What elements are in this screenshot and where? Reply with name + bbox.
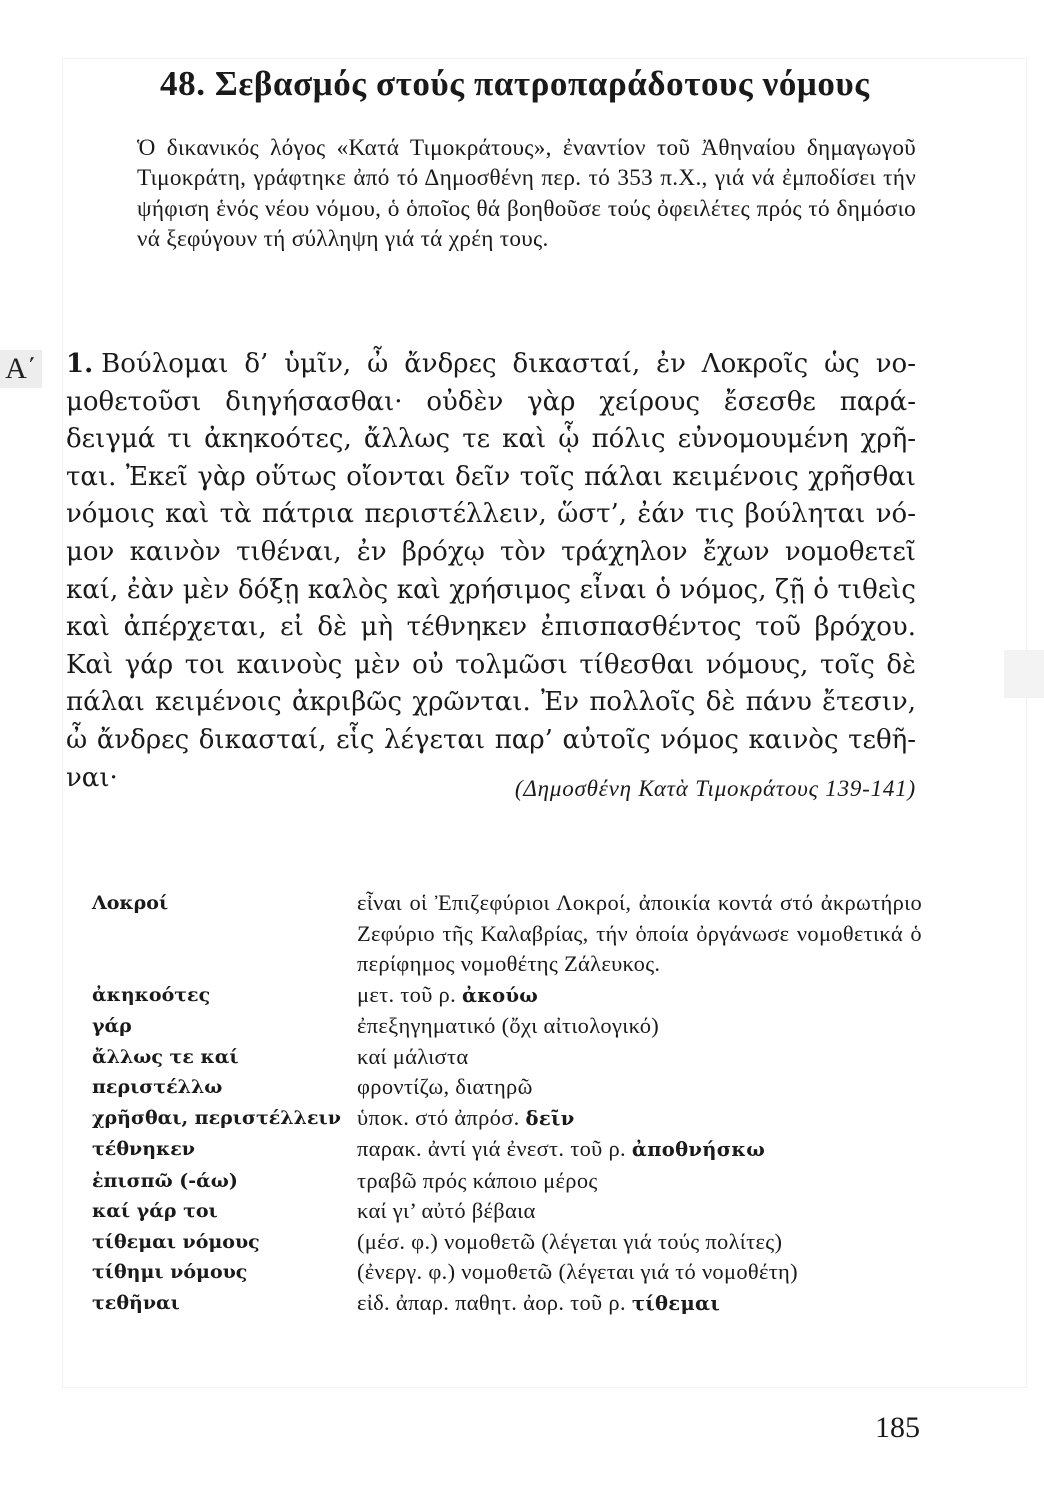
glossary-row	[92, 1042, 922, 1073]
passage-line: δειγμά τι ἀκηκοότες, ἄλλως τε καὶ ᾧ πόλις εὐνομουμένη χρῆ-	[66, 424, 916, 455]
glossary-term: ἄλλως τε καί	[92, 1045, 239, 1068]
glossary-definition: (ἐνεργ. φ.) νομοθετῶ (λέγεται γιά τό νομοθέτη)	[357, 1259, 798, 1284]
passage-line: ται. Ἐκεῖ γὰρ οὕτως οἴονται δεῖν τοῖς πάλαι κειμένοις χρῆσθαι	[66, 461, 916, 492]
glossary-definition: καί μάλιστα	[357, 1043, 469, 1069]
greek-passage	[66, 346, 916, 797]
glossary-row	[92, 1257, 922, 1288]
glossary-row	[92, 888, 922, 980]
glossary-term: ἐπισπῶ (-άω)	[92, 1169, 238, 1192]
glossary-definition: εἰδ. ἀπαρ. παθητ. ἀορ. τοῦ ρ. τίθεμαι	[357, 1289, 721, 1315]
glossary-row	[92, 1011, 922, 1042]
glossary-term: τίθημι νόμους	[92, 1261, 248, 1283]
glossary-term: χρῆσθαι, περιστέλλειν	[92, 1106, 341, 1129]
verse-number: 1.	[66, 349, 94, 379]
glossary	[92, 888, 922, 1319]
glossary-term: τέθνηκεν	[92, 1138, 195, 1160]
glossary-row	[92, 980, 922, 1012]
passage-line: νόμοις καὶ τὰ πάτρια περιστέλλειν, ὥστ’, ἐάν τις βούληται νό-	[66, 499, 916, 530]
glossary-term: τίθεμαι νόμους	[92, 1230, 260, 1253]
passage-line: μοθετοῦσι διηγήσασθαι· οὐδὲν γὰρ χείρους ἔσεσθε παρά-	[66, 386, 916, 417]
glossary-key-word: τίθεμαι	[631, 1291, 721, 1315]
glossary-row	[92, 1072, 922, 1103]
passage-line: Καὶ γάρ τοι καινοὺς μὲν οὐ τολμῶσι τίθεσθαι νόμους, τοῖς δὲ	[66, 649, 916, 680]
glossary-definition: καί γι’ αὐτό βέβαια	[357, 1198, 536, 1223]
glossary-row	[92, 1227, 922, 1258]
glossary-term: γάρ	[92, 1015, 132, 1037]
glossary-key-word: ἀκούω	[461, 983, 539, 1007]
glossary-row	[92, 1196, 922, 1227]
glossary-row	[92, 1103, 922, 1135]
glossary-term: τεθῆναι	[92, 1291, 180, 1314]
glossary-term: ἀκηκοότες	[92, 983, 211, 1006]
intro-paragraph: Ὁ δικανικός λόγος «Κατά Τιμοκράτους», ἐναντίον τοῦ Ἀθηναίου δημαγωγοῦ Τιμοκράτη, γράφτηκε ἀπό τό Δημοσθένη περ. τό 353 π.Χ., γιά νά ἐμποδίσει τήν ψήφιση ἑνός νέου νόμου, ὁ ὁποῖος θά βοηθοῦσε τούς ὀφειλέτες πρός τό δημόσιο νά ξεφύγουν τή σύλληψη γιά τά χρέη τους.	[137, 135, 916, 253]
glossary-definition: εἶναι οἱ Ἐπιζεφύριοι Λοκροί, ἀποικία κοντά στό ἀκρωτήριο Ζεφύριο τῆς Καλαβρίας, τήν ὁποία ὀργάνωσε νομοθετικά ὁ περίφημος νομοθέτης Ζάλευκος.	[357, 890, 922, 976]
passage-line: πάλαι κειμένοις ἀκριβῶς χρῶνται. Ἐν πολλοῖς δὲ πάνυ ἔτεσιν,	[66, 687, 916, 718]
glossary-term: Λοκροί	[92, 892, 169, 914]
source-citation: (Δημοσθένη Κατὰ Τιμοκράτους 139-141)	[514, 776, 916, 801]
section-marker: Α΄	[0, 350, 42, 388]
passage-line: καί, ἐὰν μὲν δόξῃ καλὸς καὶ χρήσιμος εἶναι ὁ νόμος, ζῇ ὁ τιθεὶς	[66, 574, 916, 605]
glossary-row	[92, 1166, 922, 1197]
passage-line: ὦ ἄνδρες δικασταί, εἷς λέγεται παρ’ αὐτοῖς νόμος καινὸς τεθῆ-	[66, 724, 916, 755]
glossary-term: περιστέλλω	[92, 1076, 223, 1098]
glossary-definition: παρακ. ἀντί γιά ἐνεστ. τοῦ ρ. ἀποθνήσκω	[357, 1136, 766, 1161]
glossary-key-word: δεῖν	[525, 1106, 575, 1130]
glossary-row	[92, 1134, 922, 1166]
glossary-row	[92, 1288, 922, 1320]
glossary-definition: ὑποκ. στό ἀπρόσ. δεῖν	[357, 1104, 575, 1130]
glossary-key-word: ἀποθνήσκω	[631, 1138, 766, 1161]
page-number: 185	[875, 1411, 920, 1444]
passage-line: ναι·	[66, 762, 118, 793]
passage-line: μον καινὸν τιθέναι, ἐν βρόχῳ τὸν τράχηλον ἔχων νομοθετεῖ	[66, 536, 916, 567]
bleed-through-tab	[1004, 650, 1044, 698]
page-title: 48. Σεβασμός στούς πατροπαράδοτους νόμους	[160, 64, 870, 103]
glossary-definition: (μέσ. φ.) νομοθετῶ (λέγεται γιά τούς πολίτες)	[357, 1228, 783, 1254]
glossary-term: καί γάρ τοι	[92, 1200, 218, 1222]
passage-line: 1. Βούλομαι δ’ ὑμῖν, ὦ ἄνδρες δικασταί, ἐν Λοκροῖς ὡς νο-	[66, 349, 916, 379]
glossary-definition: φροντίζω, διατηρῶ	[357, 1074, 533, 1099]
glossary-definition: τραβῶ πρός κάποιο μέρος	[357, 1167, 598, 1193]
glossary-definition: μετ. τοῦ ρ. ἀκούω	[357, 981, 539, 1007]
glossary-definition: ἐπεξηγηματικό (ὄχι αἰτιολογικό)	[357, 1013, 660, 1038]
passage-line: καὶ ἀπέρχεται, εἰ δὲ μὴ τέθνηκεν ἐπισπασθέντος τοῦ βρόχου.	[66, 612, 916, 643]
